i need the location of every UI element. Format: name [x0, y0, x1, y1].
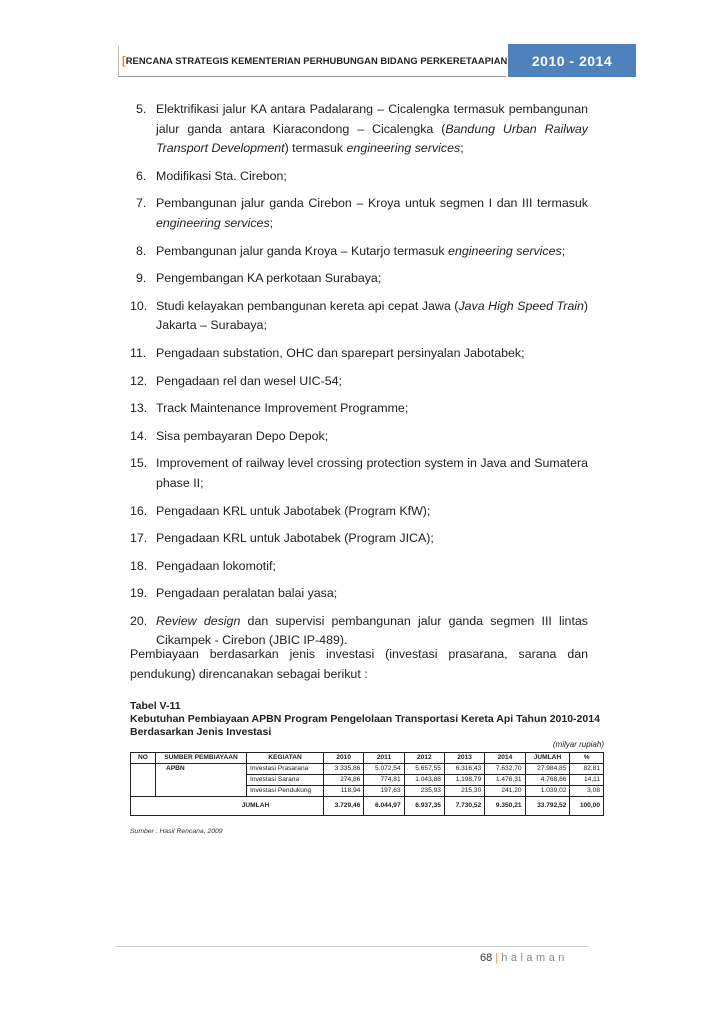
list-item-number: 16. [130, 503, 148, 518]
value-cell: 215,30 [444, 786, 484, 797]
header-bracket-open: [ [122, 55, 126, 67]
total-value-cell: 7.730,52 [444, 797, 484, 816]
header-2010: 2010 [324, 753, 364, 764]
list-item-number: 13. [130, 401, 148, 416]
list-item-text: engineering services [346, 141, 461, 156]
total-value-cell: 6.044,97 [364, 797, 404, 816]
value-cell: 1.039,02 [525, 786, 570, 797]
footer-separator: | [495, 952, 499, 964]
list-item-text: engineering services [448, 243, 562, 258]
list-item-number: 9. [136, 271, 147, 286]
activity-cell: Investasi Pendukung [247, 786, 324, 797]
activity-cell: Investasi Sarana [247, 775, 324, 786]
list-item-text: engineering services [156, 215, 270, 230]
list-item [130, 502, 588, 522]
value-cell: 5.657,55 [404, 764, 444, 775]
list-item [130, 584, 588, 604]
header-underline [118, 76, 506, 77]
list-item [130, 297, 588, 336]
list-item [130, 100, 588, 159]
value-cell: 6.316,43 [444, 764, 484, 775]
value-cell: 118,94 [324, 786, 364, 797]
value-cell: 197,63 [364, 786, 404, 797]
list-item [130, 529, 588, 549]
value-cell: 1.043,88 [404, 775, 444, 786]
financing-table [130, 752, 604, 816]
list-item-number: 11. [130, 345, 147, 360]
header-2014: 2014 [485, 753, 525, 764]
total-label-cell: JUMLAH [131, 797, 324, 816]
list-item-number: 15. [130, 456, 148, 471]
table-title: Kebutuhan Pembiayaan APBN Program Pengelolaan Transportasi Kereta Api Tahun 2010-2014 [130, 713, 600, 725]
list-item-text: Pengadaan substation, OHC dan sparepart persinyalan Jabotabek; [156, 345, 525, 360]
header-years-badge: 2010 - 2014 [508, 44, 636, 77]
value-cell: 82,81 [570, 764, 604, 775]
list-item [130, 399, 588, 419]
value-cell: 235,93 [404, 786, 444, 797]
header-2012: 2012 [404, 753, 444, 764]
list-item [130, 557, 588, 577]
activity-cell: Investasi Prasarana [247, 764, 324, 775]
value-cell: 5.072,54 [364, 764, 404, 775]
header-source: SUMBER PEMBIAYAAN [156, 753, 247, 764]
value-cell: 241,20 [485, 786, 525, 797]
list-item-text: ; [460, 141, 464, 156]
table-unit: (milyar rupiah) [552, 740, 604, 749]
total-value-cell: 6.937,35 [404, 797, 444, 816]
header-2011: 2011 [364, 753, 404, 764]
funding-source-cell: APBN [156, 764, 247, 797]
header-title-text: RENCANA STRATEGIS KEMENTERIAN PERHUBUNGAN BIDANG PERKERETAAPIAN [125, 55, 508, 66]
list-item-text: Pengadaan KRL untuk Jabotabek (Program KfW); [156, 503, 431, 518]
value-cell: 14,11 [570, 775, 604, 786]
list-item-text: ; [269, 215, 274, 230]
list-item-number: 19. [130, 586, 148, 601]
list-item-text: ; [561, 243, 566, 258]
table-number: Tabel V-11 [130, 700, 181, 712]
list-item-number: 18. [130, 558, 148, 573]
list-item [130, 427, 588, 447]
list-item-number: 5. [136, 102, 147, 116]
page-header [122, 44, 636, 77]
list-item-text: Modifikasi Sta. Cirebon; [156, 168, 287, 183]
list-item-number: 14. [130, 428, 148, 443]
list-item-text: Studi kelayakan pembangunan kereta api cepat Jawa ( [156, 298, 459, 313]
list-item [130, 344, 588, 364]
value-cell: 3,08 [570, 786, 604, 797]
page-number: 68 [480, 952, 493, 964]
value-cell: 1.198,79 [444, 775, 484, 786]
body-paragraph: Pembiayaan berdasarkan jenis investasi (investasi prasarana, sarana dan pendukung) direncanakan sebagai berikut : [130, 647, 588, 681]
header-no: NO [131, 753, 156, 764]
page-footer [480, 952, 568, 964]
value-cell: 4.768,66 [525, 775, 570, 786]
value-cell: 274,86 [324, 775, 364, 786]
list-item-number: 17. [130, 531, 148, 546]
footer-divider [116, 946, 588, 947]
program-list [130, 100, 588, 659]
total-value-cell: 3.729,46 [324, 797, 364, 816]
table-header-row [131, 753, 604, 764]
footer-page-word: halaman [501, 952, 568, 964]
value-cell: 774,81 [364, 775, 404, 786]
table-row [131, 764, 604, 775]
value-cell: 27.984,85 [525, 764, 570, 775]
list-item-number: 20. [130, 613, 148, 628]
list-item [130, 167, 588, 187]
value-cell: 1.476,31 [485, 775, 525, 786]
list-item [130, 269, 588, 289]
header-title [122, 55, 511, 67]
list-item [130, 242, 588, 262]
list-item-text: Pembangunan jalur ganda Kroya – Kutarjo termasuk [156, 243, 449, 258]
header-divider [118, 46, 119, 76]
table-subtitle: Berdasarkan Jenis Investasi [130, 726, 272, 738]
list-item-text: Pengadaan lokomotif; [156, 558, 276, 573]
list-item-text: Elektrifikasi jalur KA antara Padalarang – Cicalengka termasuk pembangunan jalur ganda antara Kiaracondong – Cicalengka ( [156, 102, 588, 136]
total-value-cell: 100,00 [570, 797, 604, 816]
list-item-text: Pengembangan KA perkotaan Surabaya; [156, 271, 382, 286]
list-item-text: dan supervisi pembangunan jalur ganda segmen III lintas Cikampek - Cirebon (JBIC IP-489). [156, 613, 588, 648]
list-item-text: Sisa pembayaran Depo Depok; [156, 428, 329, 443]
list-item-text: Pengadaan peralatan balai yasa; [156, 586, 338, 601]
total-value-cell: 9.350,21 [485, 797, 525, 816]
list-item-text: Track Maintenance Improvement Programme; [156, 401, 409, 416]
list-item-text: Java High Speed Train [458, 298, 584, 313]
list-item-text: Improvement of railway level crossing protection system in Java and Sumatera phase II; [156, 456, 588, 490]
list-item-text: ) Jakarta – Surabaya; [156, 298, 589, 333]
list-item-text: ) termasuk [284, 141, 347, 156]
table-total-row [131, 797, 604, 816]
header-percent: % [570, 753, 604, 764]
list-item-number: 7. [136, 196, 147, 211]
header-activity: KEGIATAN [247, 753, 324, 764]
list-item-number: 6. [136, 168, 147, 183]
header-total: JUMLAH [525, 753, 570, 764]
value-cell: 3.335,86 [324, 764, 364, 775]
list-item-text: Pengadaan rel dan wesel UIC-54; [156, 373, 342, 388]
list-item-text: Review design [156, 613, 241, 628]
list-item-text: Pembangunan jalur ganda Cirebon – Kroya untuk segmen I dan III termasuk [156, 196, 588, 211]
row-no-cell [131, 764, 156, 797]
list-item-number: 10. [130, 298, 148, 313]
value-cell: 7.632,70 [485, 764, 525, 775]
list-item [130, 372, 588, 392]
list-item [130, 454, 588, 493]
list-item-number: 12. [130, 373, 148, 388]
list-item-text: Bandung Urban Railway Transport Development [156, 121, 588, 156]
total-value-cell: 33.792,52 [525, 797, 570, 816]
list-item [130, 194, 588, 233]
header-2013: 2013 [444, 753, 484, 764]
list-item-number: 8. [136, 243, 147, 258]
table-caption [130, 700, 600, 739]
table-source-note: Sumber : Hasil Rencana, 2009 [130, 828, 223, 835]
list-item-text: Pengadaan KRL untuk Jabotabek (Program JICA); [156, 531, 434, 546]
